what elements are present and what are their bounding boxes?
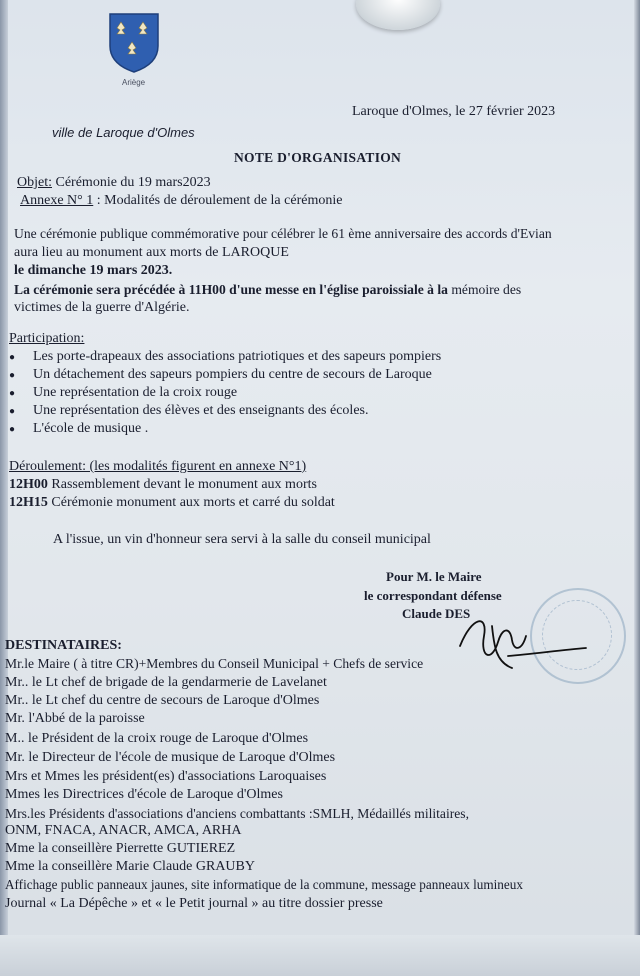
participation-heading: Participation: xyxy=(9,331,85,346)
schedule-time: 12H15 xyxy=(9,495,48,510)
objet-line xyxy=(17,175,211,191)
destinataire-line: Mrs.les Présidents d'associations d'anciens combattants :SMLH, Médaillés militaires, xyxy=(5,806,469,821)
intro-line-3: le dimanche 19 mars 2023. xyxy=(14,263,173,278)
handwritten-signature xyxy=(452,606,592,676)
intro-line-4-rest: mémoire des xyxy=(447,282,522,297)
coat-of-arms-label: Ariège xyxy=(122,78,146,87)
bullet-icon: ● xyxy=(9,370,16,381)
annexe-label: Annexe N° 1 xyxy=(20,193,94,208)
destinataire-line: Affichage public panneaux jaunes, site informatique de la commune, message panneaux lumineux xyxy=(5,877,523,892)
bullet-icon: ● xyxy=(9,388,16,399)
schedule-row xyxy=(9,495,335,511)
intro-line-4-bold: La cérémonie sera précédée à 11H00 d'une messe en l'église paroissiale à la xyxy=(14,282,448,297)
bullet-icon: ● xyxy=(9,424,16,435)
destinataire-line: Mr.le Maire ( à titre CR)+Membres du Conseil Municipal + Chefs de service xyxy=(5,656,424,671)
intro-line-5: victimes de la guerre d'Algérie. xyxy=(14,300,190,315)
participation-item: Un détachement des sapeurs pompiers du centre de secours de Laroque xyxy=(33,367,432,382)
objet-label: Objet: xyxy=(17,175,52,190)
annexe-line xyxy=(20,193,342,209)
destinataire-line: Mr.. le Lt chef de brigade de la gendarmerie de Lavelanet xyxy=(5,675,327,690)
closing-line: A l'issue, un vin d'honneur sera servi à la salle du conseil municipal xyxy=(53,532,431,547)
signature-line-1: Pour M. le Maire xyxy=(386,569,482,584)
schedule-row xyxy=(9,477,317,493)
signature-line-2: le correspondant défense xyxy=(364,588,502,603)
destinataire-line: ONM, FNACA, ANACR, AMCA, ARHA xyxy=(5,823,242,838)
destinataire-line: Mmes les Directrices d'école de Laroque d'Olmes xyxy=(5,787,283,802)
deroulement-heading: Déroulement: (les modalités figurent en annexe N°1) xyxy=(9,459,307,474)
intro-line-1: Une cérémonie publique commémorative pour célébrer le 61 ème anniversaire des accords d'Evian xyxy=(14,226,552,241)
signature-line-3: Claude DES xyxy=(402,606,471,621)
schedule-text: Cérémonie monument aux morts et carré du soldat xyxy=(47,495,335,510)
bullet-icon: ● xyxy=(9,352,16,363)
annexe-text: : Modalités de déroulement de la cérémonie xyxy=(93,193,343,208)
destinataire-line: Mme la conseillère Marie Claude GRAUBY xyxy=(5,859,255,874)
participation-item: Une représentation de la croix rouge xyxy=(33,385,238,400)
destinataire-line: Mrs et Mmes les président(es) d'associations Laroquaises xyxy=(5,769,327,784)
schedule-time: 12H00 xyxy=(9,477,48,492)
place-date: Laroque d'Olmes, le 27 février 2023 xyxy=(352,104,556,119)
bullet-icon: ● xyxy=(9,406,16,417)
intro-line-4 xyxy=(14,282,521,298)
destinataires-heading: DESTINATAIRES: xyxy=(5,638,122,653)
destinataire-line: Mr.. le Lt chef du centre de secours de Laroque d'Olmes xyxy=(5,693,320,708)
destinataire-line: M.. le Président de la croix rouge de Laroque d'Olmes xyxy=(5,731,309,746)
objet-text: Cérémonie du 19 mars2023 xyxy=(52,175,211,190)
paper-bottom-shadow xyxy=(0,935,640,976)
participation-item: L'école de musique . xyxy=(33,421,149,436)
participation-item: Les porte-drapeaux des associations patriotiques et des sapeurs pompiers xyxy=(33,349,442,364)
schedule-text: Rassemblement devant le monument aux morts xyxy=(47,477,317,492)
intro-line-2: aura lieu au monument aux morts de LAROQUE xyxy=(14,245,289,260)
town-name: ville de Laroque d'Olmes xyxy=(52,125,195,140)
paper-edge-right xyxy=(634,0,640,976)
destinataire-line: Journal « La Dépêche » et « le Petit journal » au titre dossier presse xyxy=(5,896,383,911)
page-title: NOTE D'ORGANISATION xyxy=(234,150,402,165)
destinataire-line: Mme la conseillère Pierrette GUTIEREZ xyxy=(5,841,236,856)
magnet xyxy=(356,0,440,30)
participation-item: Une représentation des élèves et des enseignants des écoles. xyxy=(33,403,369,418)
destinataire-line: Mr. l'Abbé de la paroisse xyxy=(5,711,145,726)
coat-of-arms-logo xyxy=(106,12,162,74)
destinataire-line: Mr. le Directeur de l'école de musique de Laroque d'Olmes xyxy=(5,750,336,765)
